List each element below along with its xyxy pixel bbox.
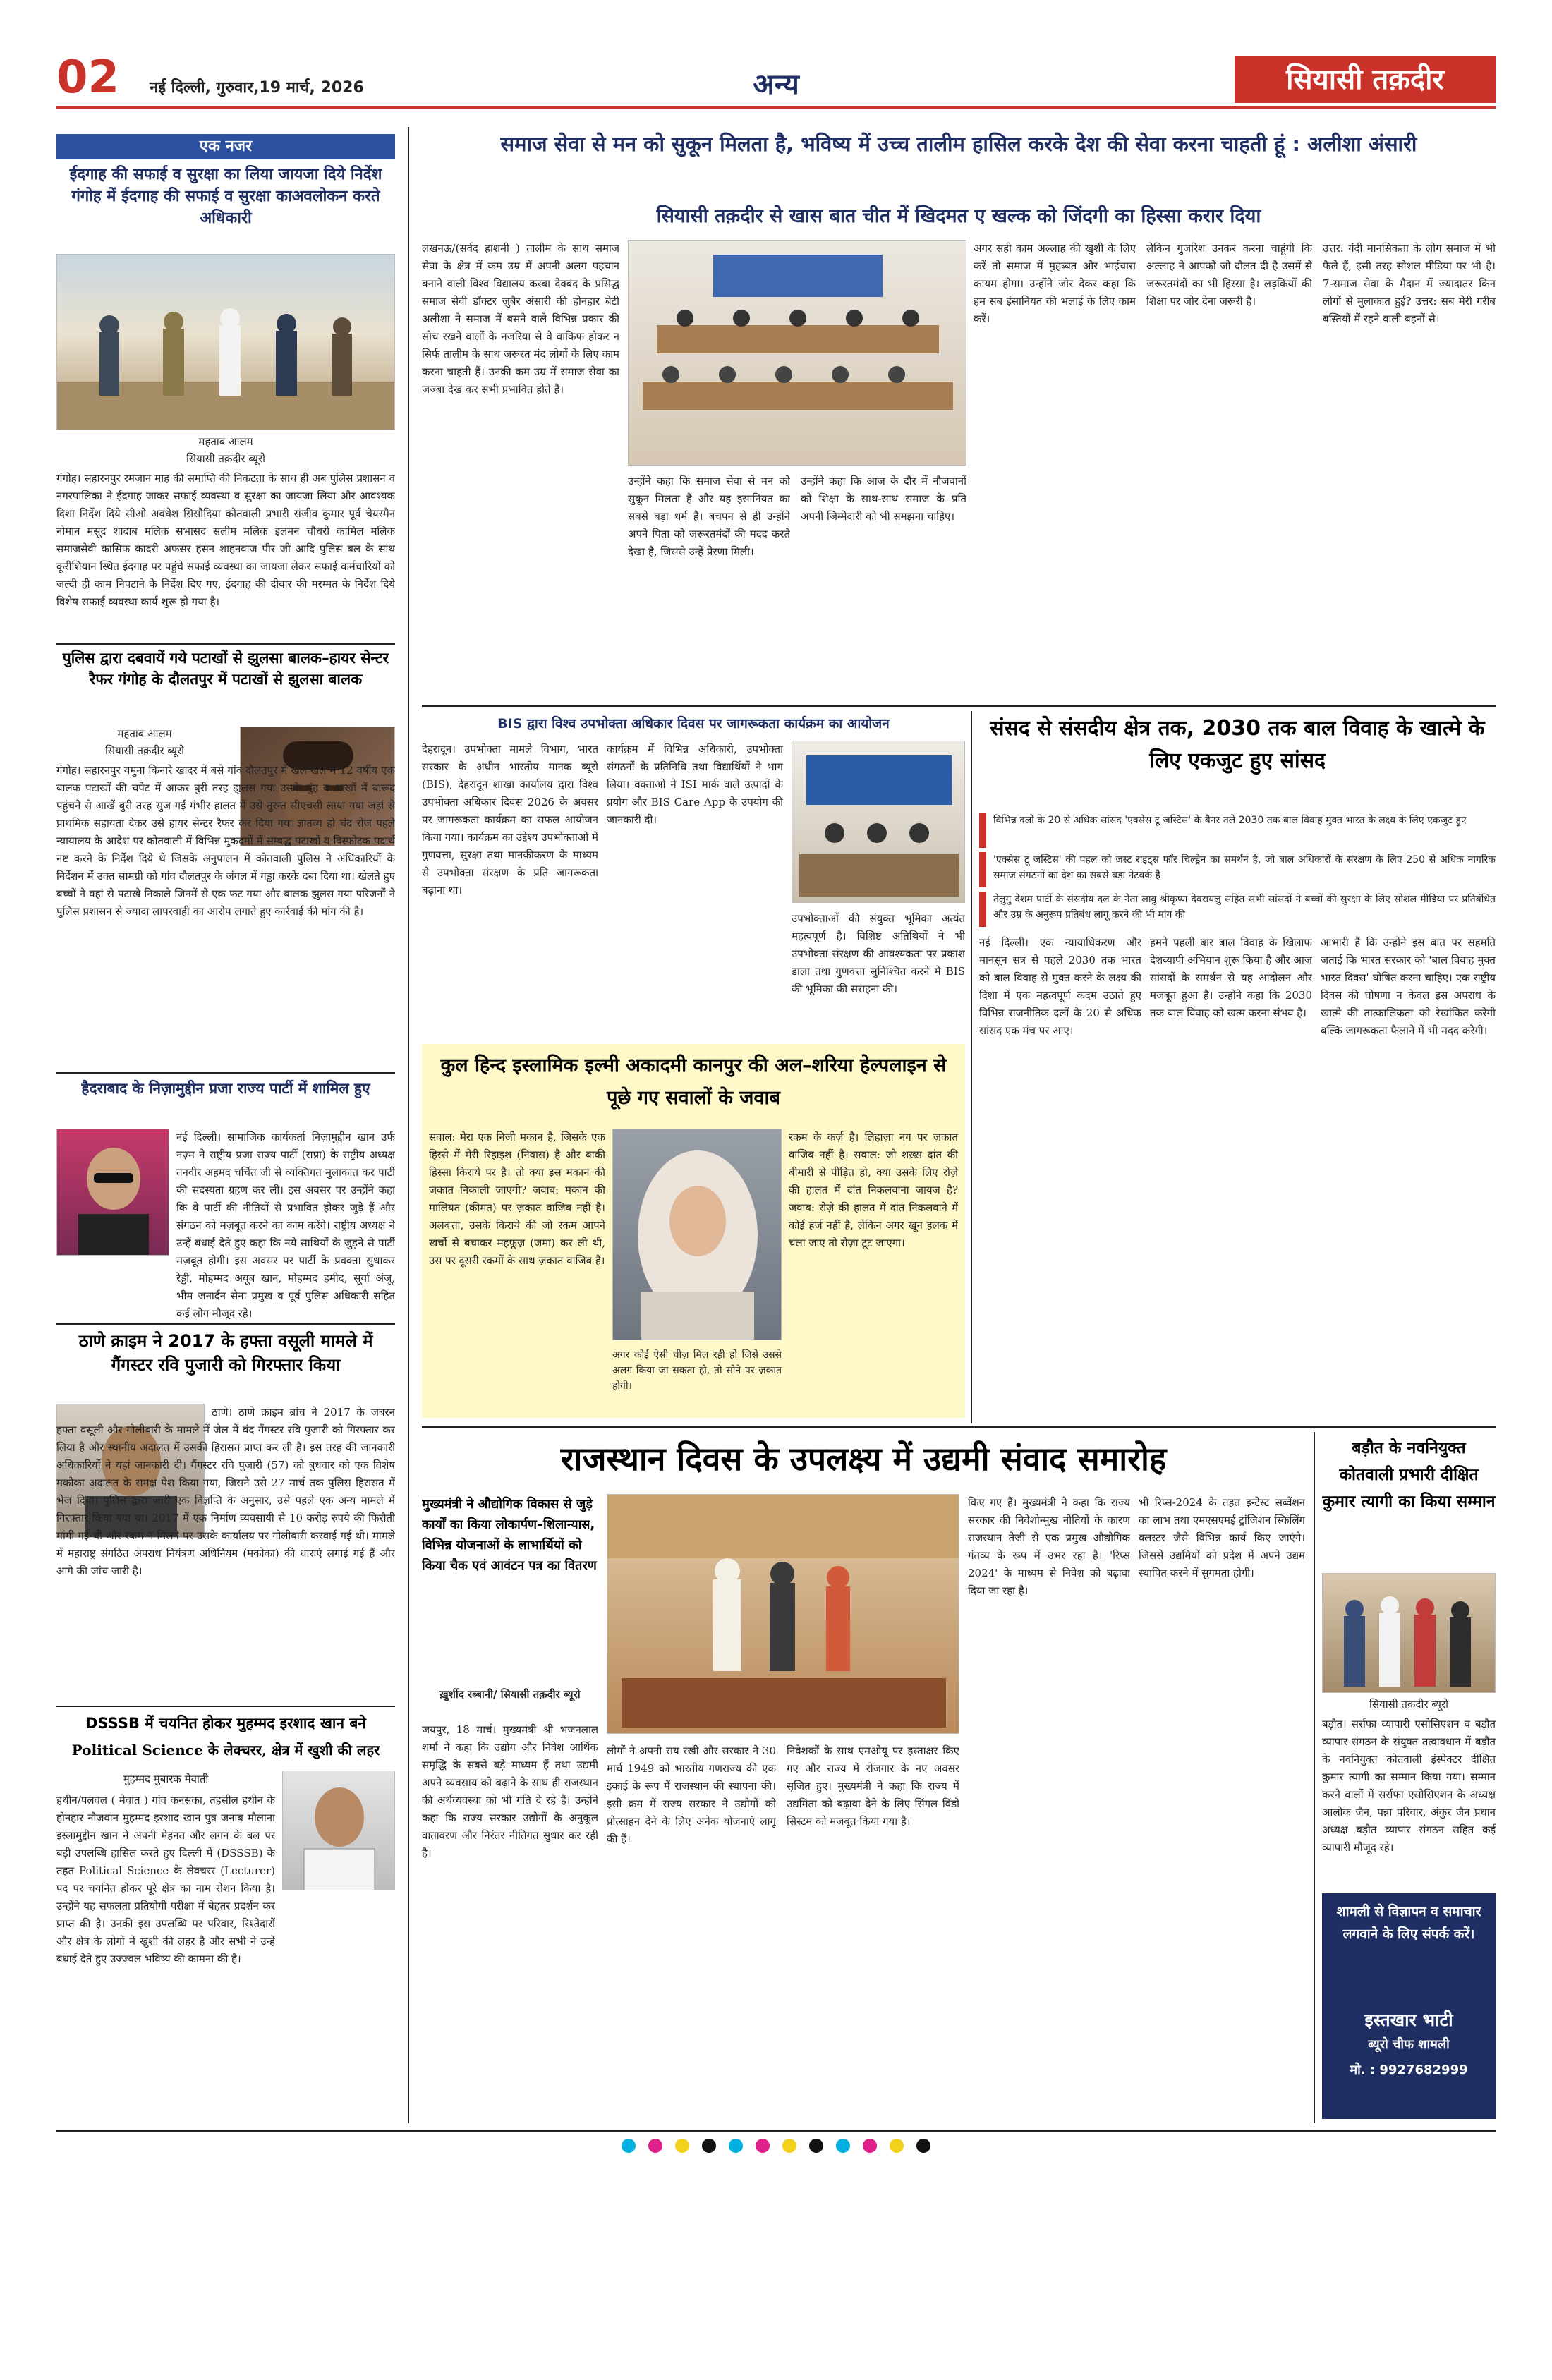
alisha-subheadline: सियासी तक़दीर से खास बात चीत में खिदमत ए खल्क को जिंदगी का हिस्सा करार दिया — [656, 205, 1261, 227]
ek-nazar-body: गंगोह। सहारनपुर रमजान माह की समाप्ति की निकटता के साथ ही अब पुलिस प्रशासन व नगरपालिका ने ईदगाह जाकर सफाई व्यवस्था व सुरक्षा का जायजा लिया और आवश्यक दिशा निर्देश दिये सीओ अवधेश सिसौदिया कोतवाली प्रभारी संजीव कुमार पूर्व चेयरमैन नोमान मसूद शादाब मलिक सभासद सलीम मलिक इलमन चौधरी कामिल मलिक समाजसेवी कासिफ कादरी अफसर हसन शाहनवाज पीर जी आदि पुलिस बल के साथ कूरीशियान स्थित ईदगाह पर पहुंचे सफाई व्यवस्था का जायजा लेकर सफाई कर्मचारियों को जल्दी ही काम निपटाने के निर्देश दिए गए, ईदगाह की दीवार की मरम्मत के निर्देश दिये विशेष सफाई व्यवस्था कार्य शुरू हो गया है। — [56, 472, 395, 608]
khatm-bullet-2-text: 'एक्सेस टू जस्टिस' की पहल को जस्ट राइट्स फॉर चिल्ड्रेन का समर्थन है, जो बाल अधिकारों के संरक्षण के लिए 250 से अधिक नागरिक समाज संगठनों का देश का सबसे बड़ा नेटवर्क है — [993, 854, 1496, 881]
ad-phone: मो. : 9927682999 — [1350, 2063, 1468, 2077]
reg-dot — [782, 2139, 796, 2153]
alisha-body-col1: लखनऊ/(सर्वद हाशमी ) तालीम के साथ समाज सेवा के क्षेत्र में कम उम्र में अपनी अलग पहचान बनाने वाली विश्व विद्यालय कस्बा देवबंद के प्रसिद्ध समाज सेवी डॉक्टर ज़ुबैर अंसारी की होनहार बेटी अलीशा ने समाज में बसने वाले विभिन्न प्रकार की सोच रखने वालों के नजरिया से वे वाकिफ होकर न सिर्फ तालीम के साथ जरूरत मंद लोगों के लिए काम करना चाहती हैं। उनकी कम उम्र में समाज सेवा का जज्बा देख कर सभी प्रभावित होते हैं। — [422, 242, 619, 396]
nizamuddin-photo — [56, 1129, 169, 1256]
badaut-bureau: सियासी तक़दीर ब्यूरो — [1369, 1698, 1448, 1711]
column-rule — [1314, 1432, 1315, 2123]
masthead — [0, 0, 1552, 106]
reg-dot — [702, 2139, 716, 2153]
section-title: अन्य — [753, 68, 799, 101]
bis-event-photo — [792, 741, 965, 903]
kul-hind-box — [422, 1044, 965, 1418]
ad-line-1: शामली से विज्ञापन व समाचार लगवाने के लिए संपर्क करें। — [1336, 1904, 1481, 1942]
khatm-bullet-1 — [979, 813, 1496, 848]
conference-hall-illustration — [629, 241, 966, 466]
bis-body-col2: कार्यक्रम में विभिन्न अधिकारी, उपभोक्ता संगठनों के प्रतिनिधि तथा विद्यार्थियों ने भाग लिया। वक्ताओं ने ISI मार्क वाले उत्पादों के प्रयोग और BIS Care App के उपयोग की जानकारी दी। — [607, 743, 783, 826]
thane-body: ठाणे। ठाणे क्राइम ब्रांच ने 2017 के जबरन हफ्ता वसूली और गोलीबारी के मामले में जेल में बंद गैंगस्टर रवि पुजारी को गिरफ्तार कर लिया है और स्थानीय अदालत में उसकी हिरासत प्राप्त कर ली है। इस तरह की जानकारी अधिकारियों ने यहां जानकारी दी। गैंगस्टर रवि पुजारी (57) को बुधवार को एक विशेष मकोका अदालत के समक्ष पेश किया गया, जिसने उसे 27 मार्च तक पुलिस हिरासत में भेज दिया। पुलिस द्वारा जारी एक विज्ञप्ति के अनुसार, उसे पहले एक अन्य मामले में गिरफ्तार किया गया था। 2017 में एक निर्माण व्यवसायी से 10 करोड़ रुपये की फिरौती मांगी गई थी और रकम न मिलने पर उसके कार्यालय पर गोलीबारी करवाई गई थी। मामले में महाराष्ट्र संगठित अपराध नियंत्रण अधिनियम (मकोका) की धाराएं लगाई गई हैं और आगे की जांच जारी है। — [56, 1406, 395, 1577]
rajasthan-body-col1: जयपुर, 18 मार्च। मुख्यमंत्री श्री भजनलाल शर्मा ने कहा कि उद्योग और निवेश आर्थिक समृद्धि के सबसे बड़े माध्यम हैं तथा उद्यमी अपने व्यवसाय को बढ़ाने के साथ ही राजस्थान की अर्थव्यवस्था को भी गति दे रहे हैं। उन्होंने कहा कि राज्य सरकार उद्योगों के अनुकूल वातावरण और निरंतर नीतिगत सुधार कर रही है। — [422, 1723, 598, 1859]
reg-dot — [648, 2139, 662, 2153]
eidgah-inspection-photo — [56, 254, 395, 430]
thane-headline: ठाणे क्राइम ने 2017 के हफ्ता वसूली मामले में गैंगस्टर रवि पुजारी को गिरफ्तार किया — [78, 1331, 373, 1375]
reg-dot — [622, 2139, 636, 2153]
kul-hind-caption: अगर कोई ऐसी चीज़ मिल रही हो जिसे उससे अलग किया जा सकता हो, तो सोने पर ज़कात होगी। — [612, 1349, 782, 1392]
divider — [422, 705, 1496, 707]
officials-illustration — [57, 255, 395, 430]
dsssb-headline-2: Political Science के लेक्चरर, क्षेत्र में खुशी की लहर — [71, 1742, 380, 1759]
reg-dot — [863, 2139, 877, 2153]
boy-story-body: गंगोह। सहारनपुर यमुना किनारे खादर में बसे गांव दौलतपुर में खेल खेल में 12 वर्षीय एक बालक पटाखों की चपेट में आकर बुरी तरह झुलस गया उसके मुंह व आखों में बारूद पहुंचने से आखें बुरी तरह सुज गईं गंभीर हालत में उसे तुरन्त सीएचसी लाया गया जहां से प्राथमिक सहायता देकर उसे हायर सेन्टर रैफर कर दिया गया ज्ञातव्य हो चंद रोज पहले न्यायालय के आदेश पर कोतवाली में विभिन्न मुकदमों में सम्बद्ध पटाखों व विस्फोटक पदार्थ नष्ट करने के निर्देश दिये थे जिसके अनुपालन में कोतवाली पुलिस ने अधिकारियों के निर्देशन में उक्त सामग्री को गांव दौलतपुर के जंगल में गड्ढा करके दबा दिया था। खेलते हुए बच्चों ने वहां से पटाखे निकाले जिनमें से एक फट गया और बालक झुलस गया परिजनों ने पुलिस प्रशासन से ज्यादा लापरवाही का आरोप लगाते हुए कार्रवाई की मांग की है। — [56, 764, 395, 918]
footer-rule — [56, 2130, 1496, 2132]
boy-story-byline: महताब आलम — [117, 727, 172, 740]
alisha-headline: समाज सेवा से मन को सुकून मिलता है, भविष्य में उच्च तालीम हासिल करके देश की सेवा करना चाहती हूं : अलीशा अंसारी — [500, 132, 1417, 156]
girl-portrait-photo — [612, 1129, 782, 1340]
page-number: 02 — [56, 51, 120, 104]
column-rule — [971, 711, 972, 1423]
bis-headline: BIS द्वारा विश्व उपभोक्ता अधिकार दिवस पर जागरूकता कार्यक्रम का आयोजन — [497, 716, 890, 731]
nizamuddin-body: नई दिल्ली। सामाजिक कार्यकर्ता निज़ामुद्दीन खान उर्फ नज़्म ने राष्ट्रीय प्रजा राज्य पार्टी (राप्रा) के राष्ट्रीय अध्यक्ष तनवीर अहमद चर्चित जी से व्यक्तिगत मुलाकात कर पार्टी की सदस्यता ग्रहण कर ली। इस अवसर पर उन्होंने कहा कि वे पार्टी की नीतियों से प्रभावित होकर जुड़े हैं और संगठन को मज़बूत करने का काम करेंगे। राष्ट्रीय अध्यक्ष ने उन्हें बधाई देते हुए कहा कि नये साथियों के जुड़ने से पार्टी मज़बूत होगी। इस अवसर पर पार्टी के प्रवक्ता सुधाकर रेड्डी, मोहम्मद अयूब खान, मोहम्मद हमीद, सूर्या अंजू, भीम जनार्दन सेना प्रमुख व पूर्व पुलिस अधिकारी सहित कई लोग मौजूद रहे। — [176, 1131, 395, 1319]
rajasthan-expo-photo — [607, 1494, 959, 1734]
divider — [56, 643, 395, 645]
rajasthan-sub: मुख्यमंत्री ने औद्योगिक विकास से जुड़े कार्यों का किया लोकार्पण–शिलान्यास, विभिन्न योजनाओं के लाभार्थियों को किया चैक एवं आवंटन पत्र का वितरण — [422, 1497, 597, 1573]
irshad-khan-photo — [282, 1771, 395, 1890]
reg-dot — [809, 2139, 823, 2153]
badaut-body: बड़ौत। सर्राफा व्यापारी एसोसिएशन व बड़ौत व्यापार संगठन के संयुक्त तत्वावधान में बड़ौत के नवनियुक्त कोतवाली इंस्पेक्टर दीक्षित कुमार त्यागी का सम्मान किया गया। सम्मान करने वालों में सर्राफा एसोसिएशन के अध्यक्ष आलोक जैन, पन्ना परिवार, अंकुर जैन प्रधान अध्यक्ष बड़ौत व्यापार संगठन सहित कई व्यापारी मौजूद रहे। — [1322, 1718, 1496, 1854]
ad-name: इस्तखार भाटी — [1364, 2010, 1453, 2030]
divider — [56, 1072, 395, 1074]
alisha-body-col3: उन्होंने कहा कि आज के दौर में नौजवानों को शिक्षा के साथ-साथ समाज के प्रति अपनी जिम्मेदारी को भी समझना चाहिए। — [801, 475, 966, 523]
man-portrait-illustration — [57, 1129, 169, 1256]
khatm-bullet-3-text: तेलुगु देशम पार्टी के संसदीय दल के नेता लावु श्रीकृष्ण देवरायलु सहित सभी सांसदों ने बच्चों की सुरक्षा के लिए सोशल मीडिया पर प्रतिबंधित और उम्र के अनुरूप प्रतिबंध लागू करने की भी मांग की — [993, 894, 1496, 921]
nizamuddin-headline: हैदराबाद के निज़ामुद्दीन प्रजा राज्य पार्टी में शामिल हुए — [81, 1080, 370, 1097]
rajasthan-body-col4: किए गए हैं। मुख्यमंत्री ने कहा कि राज्य सरकार की निवेशोन्मुख नीतियों के कारण राजस्थान तेजी से एक प्रमुख औद्योगिक गंतव्य के रूप में उभर रहा है। 'रिप्स 2024' के माध्यम से निवेश को बढ़ावा दिया जा रहा है। — [968, 1496, 1130, 1597]
lecturer-portrait-illustration — [283, 1771, 395, 1890]
badaut-felicitation-photo — [1322, 1573, 1496, 1693]
ek-nazar-label: एक नजर — [199, 138, 253, 155]
khatm-bullet-2 — [979, 852, 1496, 887]
khatm-bullet-3 — [979, 892, 1496, 927]
masthead-rule — [56, 106, 1496, 109]
rajasthan-byline: ख़ुर्शीद रब्बानी/ सियासी तक़दीर ब्यूरो — [439, 1688, 581, 1701]
dsssb-byline: मुहम्मद मुबारक मेवाती — [123, 1773, 209, 1785]
rajasthan-headline: राजस्थान दिवस के उपलक्ष्य में उद्यमी संवाद समारोह — [560, 1440, 1167, 1478]
divider — [422, 1426, 1496, 1428]
column-rule — [408, 127, 409, 2123]
registration-marks — [56, 2139, 1496, 2160]
reg-dot — [916, 2139, 930, 2153]
kul-hind-col1: सवाल: मेरा एक निजी मकान है, जिसके एक हिस्से में मेरी रिहाइश (निवास) है और बाकी हिस्सा किराये पर है। तो क्या इस मकान की ज़कात निकाली जाएगी? जवाब: मकान की मालियत (कीमत) पर ज़कात वाजिब नहीं है। अलबत्ता, उसके किराये की जो रकम आपने खर्चों से बचाकर महफूज़ (जमा) कर ली थी, उस पर दूसरी रकमों के साथ ज़कात वाजिब है। — [429, 1131, 605, 1267]
rajasthan-body-col5: भी रिप्स-2024 के तहत इन्टेस्ट सब्वेंशन का लाभ तथा एमएसएमई ट्रांजिशन स्किलिंग क्लस्टर जैसे विभिन्न कार्य किए जाएंगे। जिससे उद्यमियों को प्रदेश में अपने उद्यम स्थापित करने में सुगमता होगी। — [1139, 1496, 1305, 1579]
divider — [56, 1706, 395, 1707]
reg-dot — [756, 2139, 770, 2153]
alisha-body-col5: लेकिन गुजरिश उनकर करना चाहूंगी कि अल्लाह ने आपको जो दौलत दी है उसमें से जरूरतमंदों का भी हिस्सा है। लड़कियों की शिक्षा पर जोर देना जरूरी है। — [1146, 242, 1312, 308]
bis-body-col3: उपभोक्ताओं की संयुक्त भूमिका अत्यंत महत्वपूर्ण है। विशिष्ट अतिथियों ने भी उपभोक्ता संरक्षण की आवश्यकता पर प्रकाश डाला तथा गुणवत्ता सुनिश्चित करने में BIS की भूमिका की सराहना की। — [792, 912, 965, 995]
khatm-bullet-1-text: विभिन्न दलों के 20 से अधिक सांसद 'एक्सेस टू जस्टिस' के बैनर तले 2030 तक बाल विवाह मुक्त भारत के लक्ष्य के लिए एकजुट हुए — [993, 815, 1467, 826]
kul-hind-headline: कुल हिन्द इस्लामिक इल्मी अकादमी कानपुर की अल–शरिया हेल्पलाइन से पूछे गए सवालों के जवाब — [440, 1055, 947, 1109]
bis-body-col1: देहरादून। उपभोक्ता मामले विभाग, भारत सरकार के अधीन भारतीय मानक ब्यूरो (BIS), देहरादून शाखा कार्यालय द्वारा विश्व उपभोक्ता अधिकार दिवस 2026 के अवसर पर जागरूकता कार्यक्रम का सफल आयोजन किया गया। कार्यक्रम का उद्देश्य उपभोक्ताओं में गुणवत्ता, सुरक्षा तथा मानकीकरण के माध्यम से उपभोक्ता संरक्षण के प्रति जागरूकता बढ़ाना था। — [422, 743, 598, 897]
boy-story-headline: पुलिस द्वारा दबवायें गये पटाखों से झुलसा बालक–हायर सेन्टर रैफर गंगोह के दौलतपुर में पटाखों से झुलसा बालक — [62, 650, 389, 688]
reg-dot — [836, 2139, 850, 2153]
rajasthan-body-col3: निवेशकों के साथ एमओयू पर हस्ताक्षर किए गए और राज्य में रोजगार के नए अवसर सृजित हुए। मुख्यमंत्री ने कहा कि राज्य में उद्यमिता को बढ़ावा देने के लिए सिंगल विंडो सिस्टम को मजबूत किया गया है। — [787, 1744, 959, 1828]
khatm-body-col1: नई दिल्ली। एक न्यायाधिकरण और मानसून सत्र से पहले 2030 तक भारत को बाल विवाह से मुक्त करने के लक्ष्य की दिशा में एक महत्वपूर्ण कदम उठाते हुए विभिन्न राजनीतिक दलों के 20 से अधिक सांसद एक मंच पर आए। — [979, 936, 1141, 1037]
rajasthan-body-col2: लोगों ने अपनी राय रखी और सरकार ने 30 मार्च 1949 को भारतीय गणराज्य की एक इकाई के रूप में राजस्थान की स्थापना की। इसी क्रम में राज्य सरकार ने उद्योगों को प्रोत्साहन देने के लिए अनेक योजनाएं लागू की हैं। — [607, 1744, 776, 1845]
khatm-body-col2: हमने पहली बार बाल विवाह के खिलाफ देशव्यापी अभियान शुरू किया है और आज सांसदों के समर्थन से यह आंदोलन और मजबूत हुआ है। उन्होंने कहा कि 2030 तक बाल विवाह को खत्म करना संभव है। — [1150, 936, 1312, 1019]
kul-hind-col3: रकम के कर्ज़ है। लिहाज़ा नग पर ज़कात वाजिब नहीं है। सवाल: जो शख़्स दांत की बीमारी से पीड़ित हो, क्या उसके लिए रोज़े की हालत में दांत निकलवाना जायज़ है? जवाब: रोज़े की हालत में दांत निकलवाने में कोई हर्ज नहीं है, लेकिन अगर खून हलक में चला जाए तो रोज़ा टूट जाएगा। — [789, 1131, 958, 1249]
ek-nazar-label-box — [56, 134, 395, 159]
alisha-body-col4: अगर सही काम अल्लाह की खुशी के लिए करें तो समाज में मुहब्बत और भाईचारा कायम होगा। उन्होंने जोर देकर कहा कि हम सब इंसानियत की भलाई के लिए काम करें। — [974, 242, 1136, 325]
paper-name-banner — [1235, 56, 1496, 103]
reg-dot — [675, 2139, 689, 2153]
alisha-body-col6: उत्तर: गंदी मानसिकता के लोग समाज में भी फैले हैं, इसी तरह सोशल मीडिया पर भी है। 7-समाज सेवा के मैदान में ज्यादातर किन लोगों से मुलाकात हुई? उत्तर: सब मेरी गरीब बस्तियों में रहने वाली बहनों से। — [1323, 242, 1496, 325]
khatm-headline: संसद से संसदीय क्षेत्र तक, 2030 तक बाल विवाह के खात्मे के लिए एकजुट हुए सांसद — [990, 716, 1485, 773]
ad-designation: ब्यूरो चीफ शामली — [1368, 2037, 1450, 2052]
reg-dot — [729, 2139, 743, 2153]
chief-minister-visit-illustration — [607, 1495, 959, 1734]
dateline: नई दिल्ली, गुरुवार,19 मार्च, 2026 — [150, 79, 364, 97]
khatm-body-col3: आभारी हैं कि उन्होंने इस बात पर सहमति जताई कि भारत सरकार को 'बाल विवाह मुक्त भारत दिवस' घोषित करना चाहिए। एक राष्ट्रीय दिवस की घोषणा न केवल इस अपराध के खात्मे की तात्कालिकता को रेखांकित करेगी बल्कि जागरूकता फैलाने में भी मदद करेगी। — [1321, 936, 1496, 1037]
ek-nazar-byline: महताब आलम — [198, 435, 253, 448]
paper-name: सियासी तक़दीर — [1286, 63, 1444, 96]
conference-photo — [628, 240, 966, 466]
reg-dot — [890, 2139, 904, 2153]
dsssb-body: हथीन/पलवल ( मेवात ) गांव कनसका, तहसील हथीन के होनहार नौजवान मुहम्मद इरशाद खान पुत्र जनाब मौलाना इस्लामुद्दीन खान ने अपनी मेहनत और लगन के बल पर बड़ी उपलब्धि हासिल करते हुए दिल्ली में (DSSSB) के तहत Political Science के लेक्चरर (Lecturer) पद पर चयनित होकर पूरे क्षेत्र का नाम रोशन किया है। उन्होंने यह सफलता प्रतियोगी परीक्षा में बेहतर प्रदर्शन कर प्राप्त की है। उनकी इस उपलब्धि पर परिवार, रिश्तेदारों और क्षेत्र के लोगों में खुशी की लहर है और सभी ने उन्हें बधाई देते हुए उज्ज्वल भविष्य की कामना की है। — [56, 1794, 275, 1965]
badaut-headline: बड़ौत के नवनियुक्त कोतवाली प्रभारी दीक्षित कुमार त्यागी का किया सम्मान — [1322, 1439, 1496, 1511]
felicitation-group-illustration — [1323, 1574, 1496, 1693]
dsssb-headline-1: DSSSB में चयनित होकर मुहम्मद इरशाद खान बने — [85, 1715, 366, 1732]
bis-stage-illustration — [792, 741, 965, 903]
ek-nazar-bureau: सियासी तक़दीर ब्यूरो — [186, 452, 265, 465]
divider — [56, 1323, 395, 1325]
alisha-body-col2: उन्होंने कहा कि समाज सेवा से मन को सुकून मिलता है और यह इंसानियत का सबसे बड़ा धर्म है। बचपन से ही उन्होंने अपने पिता को जरूरतमंदों की मदद करते देखा है, जिससे उन्हें प्रेरणा मिली। — [628, 475, 790, 558]
ek-nazar-headline: ईदगाह की सफाई व सुरक्षा का लिया जायजा दिये निर्देश गंगोह में ईदगाह की सफाई व सुरक्षा काअवलोकन करते अधिकारी — [69, 166, 382, 227]
hijab-girl-illustration — [613, 1129, 782, 1340]
shamli-ad-box — [1322, 1893, 1496, 2119]
boy-story-bureau: सियासी तक़दीर ब्यूरो — [105, 744, 184, 757]
